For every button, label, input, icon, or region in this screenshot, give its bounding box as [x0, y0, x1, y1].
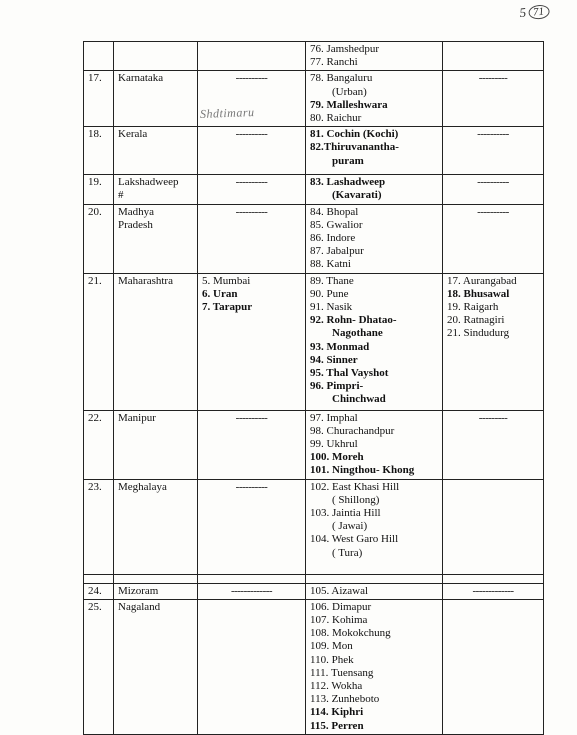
column-5-cell: [443, 175, 544, 204]
state-name-line: Nagaland: [118, 600, 161, 613]
table-row: [84, 42, 544, 71]
location-list-cell: [306, 410, 443, 479]
empty-dash: ----------: [235, 205, 268, 218]
column-3-cell: [198, 42, 306, 71]
location-list-cell: [306, 574, 443, 583]
handwritten-scribble: Shdtimaru: [199, 105, 255, 121]
state-name-line: Meghalaya: [118, 480, 167, 493]
empty-dash: ----------: [477, 176, 509, 189]
column-3-cell: [198, 273, 306, 410]
cell-line: 77. Ranchi: [310, 56, 358, 69]
column-3-cell: [198, 583, 306, 599]
empty-dash: -------------: [472, 584, 514, 597]
location-list-cell: [306, 175, 443, 204]
serial-number-cell: 17.: [84, 71, 114, 127]
empty-dash: ----------: [477, 128, 509, 141]
cell-line: ( Tura): [332, 546, 363, 559]
cell-line: 110. Phek: [310, 653, 354, 666]
cell-line: 87. Jabalpur: [310, 245, 364, 258]
state-name-line: Manipur: [118, 411, 156, 424]
cell-line: 79. Malleshwara: [310, 98, 388, 111]
cell-line: 18. Bhusawal: [447, 287, 510, 300]
column-5-cell: [443, 479, 544, 574]
state-name-cell: [114, 127, 198, 175]
location-list-cell: [306, 204, 443, 273]
table-row: [84, 127, 544, 175]
cell-line: Chinchwad: [332, 393, 386, 406]
cell-line: 113. Zunheboto: [310, 693, 380, 706]
state-name-line: Kerala: [118, 128, 148, 141]
cell-line: 84. Bhopal: [310, 205, 359, 218]
column-3-cell: [198, 599, 306, 734]
state-name-cell: [114, 574, 198, 583]
cell-line: 21. Sindudurg: [447, 327, 510, 340]
column-5-cell: [443, 599, 544, 734]
table-row: [84, 479, 544, 574]
serial-number-cell: 19.: [84, 175, 114, 204]
cell-line: 5. Mumbai: [202, 274, 251, 287]
cell-line: 96. Pimpri-: [310, 380, 364, 393]
page-number-circled: 71: [527, 4, 549, 20]
cell-line: 112. Wokha: [310, 680, 363, 693]
cell-line: 6. Uran: [202, 287, 238, 300]
cell-line: 98. Churachandpur: [310, 424, 395, 437]
state-name-line: Maharashtra: [118, 274, 173, 287]
location-list-cell: [306, 479, 443, 574]
location-list-cell: [306, 71, 443, 127]
state-name-line: Karnataka: [118, 72, 164, 85]
cell-line: 76. Jamshedpur: [310, 43, 380, 55]
serial-number-cell: 25.: [84, 599, 114, 734]
empty-dash: ----------: [477, 205, 509, 218]
cell-line: 90. Pune: [310, 287, 349, 300]
column-3-cell: [198, 127, 306, 175]
cell-line: 93. Monmad: [310, 340, 370, 353]
table-row: [84, 71, 544, 127]
cell-line: 81. Cochin (Kochi): [310, 128, 399, 141]
cell-line: Nagothane: [332, 327, 383, 340]
column-5-cell: [443, 583, 544, 599]
state-name-cell: [114, 42, 198, 71]
column-3-cell: [198, 410, 306, 479]
empty-dash: ----------: [235, 480, 268, 493]
location-list-cell: [306, 273, 443, 410]
cell-line: 109. Mon: [310, 640, 353, 653]
state-name-line: Lakshadweep: [118, 176, 179, 189]
state-name-line: #: [118, 189, 124, 202]
empty-dash: ----------: [235, 176, 268, 189]
cell-line: 86. Indore: [310, 232, 356, 245]
table-row: [84, 599, 544, 734]
cell-line: 105. Aizawal: [310, 584, 369, 597]
cell-line: 92. Rohn- Dhatao-: [310, 314, 397, 327]
cell-line: ( Shillong): [332, 493, 380, 506]
state-name-cell: [114, 273, 198, 410]
column-5-cell: [443, 127, 544, 175]
page-number-mark: [519, 1, 561, 31]
column-5-cell: [443, 273, 544, 410]
empty-dash: ----------: [235, 128, 268, 141]
cell-line: 107. Kohima: [310, 614, 368, 627]
serial-number-cell: 21.: [84, 273, 114, 410]
cell-line: 83. Lashadweep: [310, 176, 386, 189]
empty-dash: ----------: [235, 411, 268, 424]
cell-line: 101. Ningthou- Khong: [310, 464, 415, 477]
column-5-cell: [443, 204, 544, 273]
column-3-cell: [198, 479, 306, 574]
cell-line: 106. Dimapur: [310, 600, 372, 613]
column-5-cell: [443, 42, 544, 71]
cell-line: 95. Thal Vayshot: [310, 367, 389, 380]
location-list-cell: [306, 127, 443, 175]
cell-line: 94. Sinner: [310, 353, 358, 366]
cell-line: 111. Tuensang: [310, 666, 374, 679]
cell-line: 85. Gwalior: [310, 218, 363, 231]
state-name-line: Pradesh: [118, 218, 153, 231]
state-location-table: [83, 41, 544, 735]
cell-line: 100. Moreh: [310, 451, 364, 464]
cell-line: 7. Tarapur: [202, 301, 253, 314]
cell-line: 103. Jaintia Hill: [310, 507, 381, 520]
cell-line: 108. Mokokchung: [310, 627, 391, 640]
state-name-cell: [114, 175, 198, 204]
cell-line: 89. Thane: [310, 274, 354, 287]
cell-line: 19. Raigarh: [447, 301, 499, 314]
serial-number-cell: 23.: [84, 479, 114, 574]
cell-line: 78. Bangaluru: [310, 72, 373, 85]
column-3-cell: [198, 71, 306, 127]
serial-number-cell: 22.: [84, 410, 114, 479]
cell-line: 114. Kiphri: [310, 706, 364, 719]
table-row: [84, 273, 544, 410]
state-name-line: Mizoram: [118, 584, 159, 597]
table-body: [84, 42, 544, 735]
column-5-cell: [443, 410, 544, 479]
cell-line: (Kavarati): [332, 189, 382, 202]
table-row: [84, 410, 544, 479]
empty-dash: ---------: [478, 72, 508, 85]
cell-line: 82.Thiruvanantha-: [310, 141, 399, 154]
cell-line: 91. Nasik: [310, 301, 353, 314]
empty-dash: -------------: [230, 584, 273, 597]
table-row: [84, 574, 544, 583]
state-name-cell: [114, 479, 198, 574]
page-number-prefix: 5: [518, 4, 527, 21]
column-3-cell: [198, 175, 306, 204]
cell-line: 80. Raichur: [310, 112, 362, 125]
table-row: [84, 175, 544, 204]
table-row: [84, 204, 544, 273]
serial-number-cell: [84, 574, 114, 583]
cell-line: 104. West Garo Hill: [310, 533, 399, 546]
column-3-cell: [198, 204, 306, 273]
serial-number-cell: 18.: [84, 127, 114, 175]
state-name-cell: [114, 204, 198, 273]
empty-dash: ---------: [478, 411, 508, 424]
state-name-cell: [114, 71, 198, 127]
location-list-cell: [306, 599, 443, 734]
cell-line: 20. Ratnagiri: [447, 314, 505, 327]
cell-line: (Urban): [332, 85, 367, 98]
state-name-cell: [114, 599, 198, 734]
empty-dash: ----------: [235, 72, 268, 85]
serial-number-cell: 24.: [84, 583, 114, 599]
location-list-cell: [306, 42, 443, 71]
column-5-cell: [443, 71, 544, 127]
cell-line: puram: [332, 154, 364, 167]
location-list-cell: [306, 583, 443, 599]
cell-line: 102. East Khasi Hill: [310, 480, 400, 493]
serial-number-cell: [84, 42, 114, 71]
state-name-line: Madhya: [118, 205, 155, 218]
serial-number-cell: 20.: [84, 204, 114, 273]
table-row: [84, 583, 544, 599]
column-3-cell: [198, 574, 306, 583]
cell-line: 115. Perren: [310, 719, 364, 732]
cell-line: 88. Katni: [310, 258, 351, 271]
cell-line: 97. Imphal: [310, 411, 358, 424]
cell-line: ( Jawai): [332, 520, 368, 533]
cell-line: 99. Ukhrul: [310, 438, 358, 451]
cell-line: 17. Aurangabad: [447, 274, 517, 287]
column-5-cell: [443, 574, 544, 583]
state-name-cell: [114, 583, 198, 599]
state-name-cell: [114, 410, 198, 479]
